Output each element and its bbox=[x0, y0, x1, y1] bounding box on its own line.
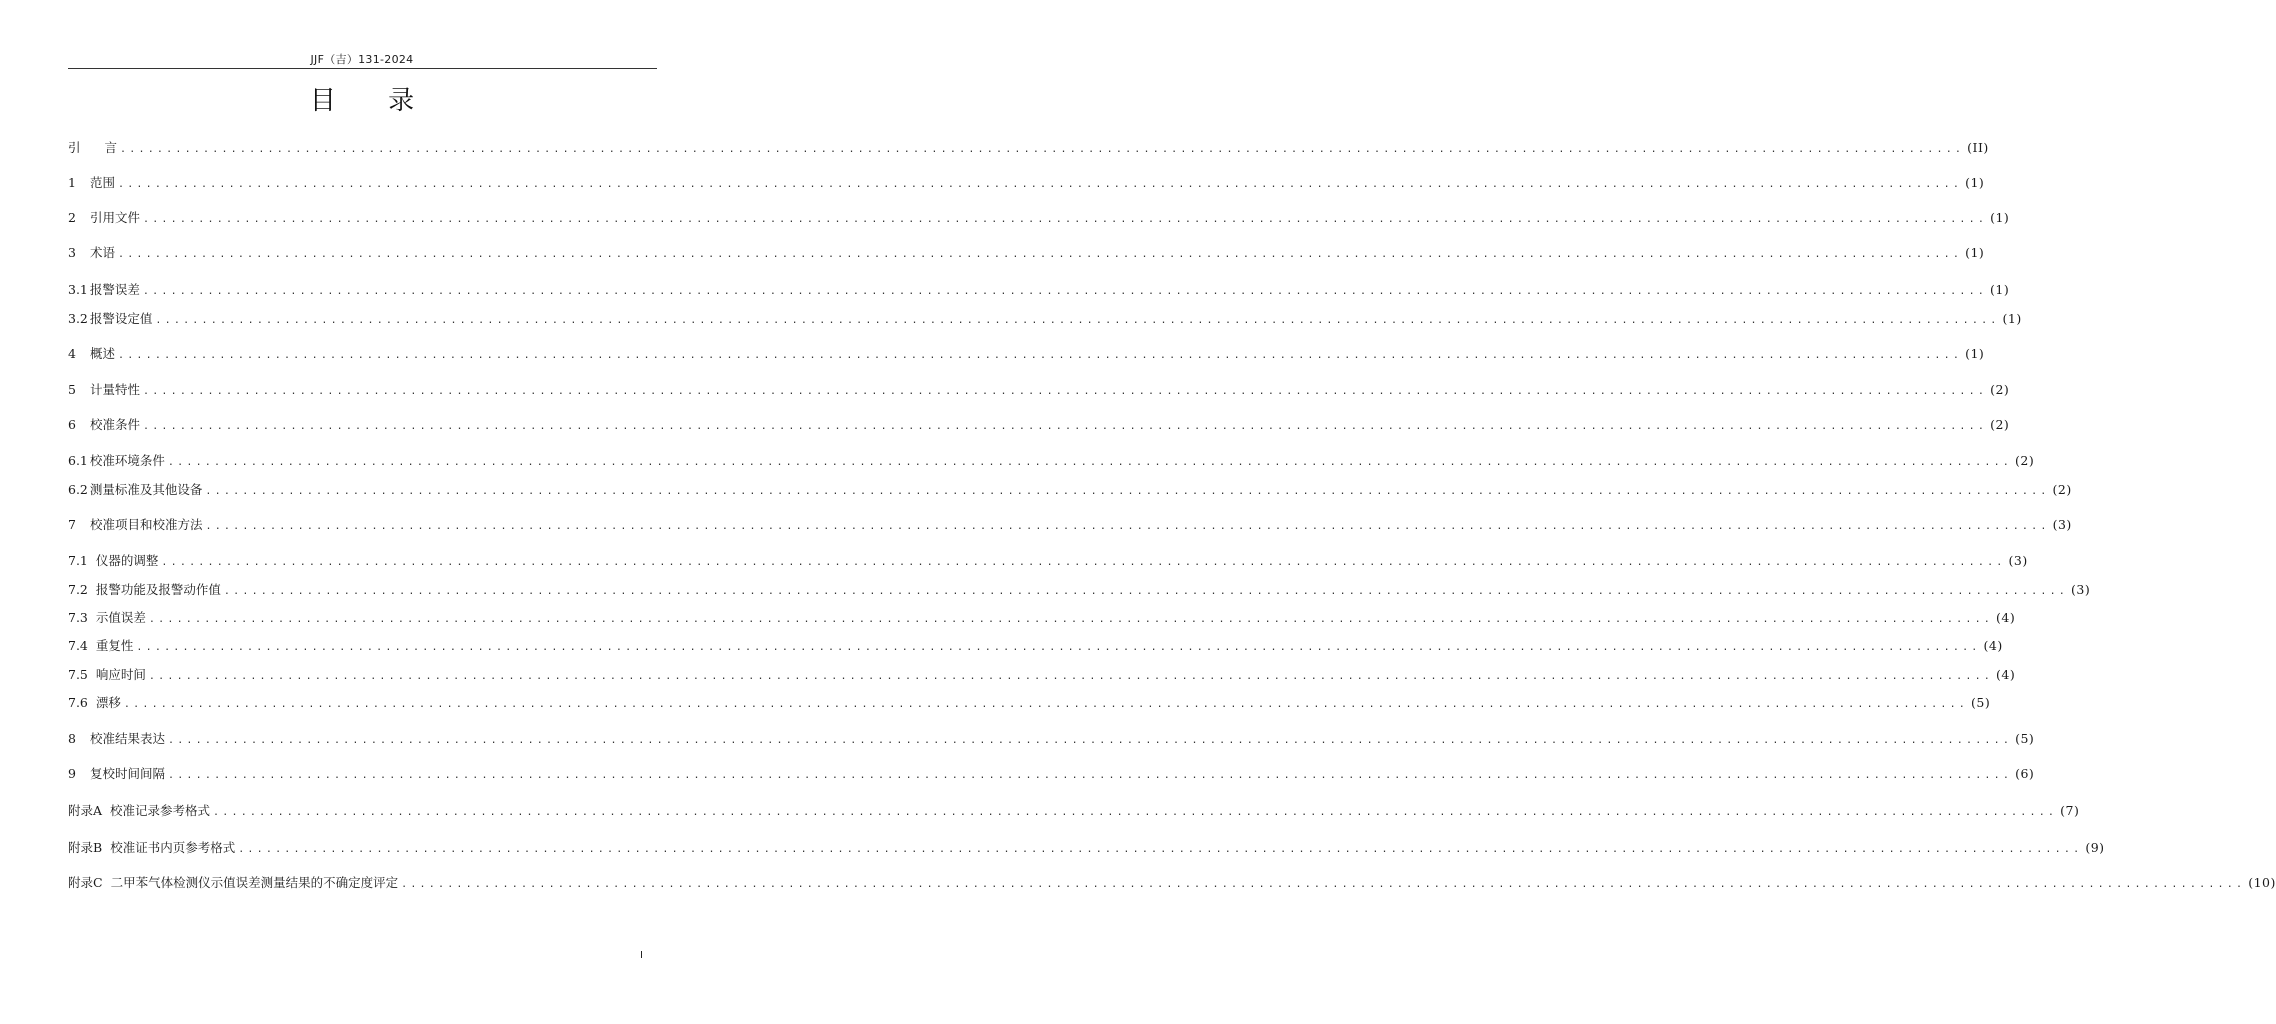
toc-leader-dots: ........................................................................................................................................................................................................ bbox=[401, 879, 2246, 890]
toc-entry-number: 4 bbox=[68, 346, 76, 361]
toc-entry[interactable] bbox=[68, 208, 2010, 228]
toc-entry-page: (1) bbox=[1965, 346, 1985, 361]
toc-leader-dots: ........................................................................................................................................................................................................ bbox=[213, 807, 2058, 818]
toc-entry-page: (5) bbox=[1971, 695, 1991, 710]
toc-entry[interactable] bbox=[68, 138, 1989, 158]
toc-entry-number: 附录B bbox=[68, 840, 103, 855]
toc-entry-page: (9) bbox=[2085, 840, 2105, 855]
toc-entry-page: (1) bbox=[1990, 282, 2010, 297]
toc-entry-number: 1 bbox=[68, 175, 76, 190]
toc-entry-number: 3.1 bbox=[68, 282, 88, 297]
toc-leader-dots: ........................................................................................................................................................................................................ bbox=[238, 844, 2083, 855]
toc-entry-page: (1) bbox=[1965, 245, 1985, 260]
toc-leader-dots: ........................................................................................................................................................................................................ bbox=[123, 699, 1969, 710]
toc-entry[interactable] bbox=[68, 729, 2035, 749]
toc-entry-number: 引 bbox=[68, 140, 81, 155]
toc-entry[interactable] bbox=[68, 551, 2028, 571]
toc-entry[interactable] bbox=[68, 309, 2022, 329]
toc-entry-label: 术语 bbox=[89, 245, 115, 260]
toc-entry[interactable] bbox=[68, 665, 2016, 685]
toc-entry[interactable] bbox=[68, 608, 2016, 628]
toc-entry[interactable] bbox=[68, 173, 1985, 193]
toc-entry-number: 7.2 bbox=[68, 582, 88, 597]
toc-leader-dots: ........................................................................................................................................................................................................ bbox=[142, 421, 1988, 432]
toc-entry-number: 7.1 bbox=[68, 553, 88, 568]
toc-leader-dots: ........................................................................................................................................................................................................ bbox=[167, 735, 2013, 746]
toc-entry-page: (3) bbox=[2052, 517, 2072, 532]
toc-entry-number: 9 bbox=[68, 766, 76, 781]
toc-entry[interactable] bbox=[68, 801, 2080, 821]
toc-leader-dots: ........................................................................................................................................................................................................ bbox=[117, 179, 1963, 190]
toc-entry-page: (6) bbox=[2015, 766, 2035, 781]
toc-entry-page: (2) bbox=[1990, 417, 2010, 432]
toc-entry-label: 报警误差 bbox=[89, 282, 140, 297]
toc-entry[interactable] bbox=[68, 838, 2105, 858]
toc-entry-label: 示值误差 bbox=[95, 610, 146, 625]
toc-entry[interactable] bbox=[68, 380, 2010, 400]
toc-leader-dots: ........................................................................................................................................................................................................ bbox=[205, 486, 2050, 497]
toc-leader-dots: ........................................................................................................................................................................................................ bbox=[148, 614, 1994, 625]
toc-entry[interactable] bbox=[68, 280, 2010, 300]
toc-entry-page: (4) bbox=[1983, 638, 2003, 653]
toc-entry-label: 范围 bbox=[89, 175, 115, 190]
toc-entry[interactable] bbox=[68, 873, 2276, 893]
toc-entry-number: 7.5 bbox=[68, 667, 88, 682]
toc-leader-dots: ........................................................................................................................................................................................................ bbox=[223, 586, 2069, 597]
toc-entry-label: 响应时间 bbox=[95, 667, 146, 682]
toc-entry-page: (II) bbox=[1967, 140, 1989, 155]
toc-leader-dots: ........................................................................................................................................................................................................ bbox=[117, 350, 1963, 361]
toc-entry[interactable] bbox=[68, 764, 2035, 784]
toc-leader-dots: ........................................................................................................................................................................................................ bbox=[167, 457, 2013, 468]
toc-entry-label: 报警设定值 bbox=[89, 311, 153, 326]
toc-entry-number: 2 bbox=[68, 210, 76, 225]
toc-entry-number: 7.4 bbox=[68, 638, 88, 653]
toc-entry-label: 复校时间间隔 bbox=[89, 766, 165, 781]
toc-entry-page: (1) bbox=[1965, 175, 1985, 190]
toc-leader-dots: ........................................................................................................................................................................................................ bbox=[148, 671, 1994, 682]
toc-entry-label: 报警功能及报警动作值 bbox=[95, 582, 221, 597]
toc-entry-label: 校准环境条件 bbox=[89, 453, 165, 468]
toc-entry-label: 概述 bbox=[89, 346, 115, 361]
toc-entry-label: 计量特性 bbox=[89, 382, 140, 397]
toc-entry[interactable] bbox=[68, 451, 2035, 471]
toc-entry-page: (3) bbox=[2008, 553, 2028, 568]
toc-entry[interactable] bbox=[68, 480, 2072, 500]
toc-entry-page: (2) bbox=[1990, 382, 2010, 397]
page-number: I bbox=[640, 950, 643, 961]
toc-entry-number: 6.2 bbox=[68, 482, 88, 497]
toc-entry-page: (7) bbox=[2060, 803, 2080, 818]
toc-leader-dots: ........................................................................................................................................................................................................ bbox=[117, 249, 1963, 260]
toc-entry-page: (2) bbox=[2015, 453, 2035, 468]
toc-leader-dots: ........................................................................................................................................................................................................ bbox=[205, 521, 2050, 532]
toc-entry[interactable] bbox=[68, 415, 2010, 435]
toc-entry-page: (1) bbox=[1990, 210, 2010, 225]
toc-leader-dots: ........................................................................................................................................................................................................ bbox=[142, 286, 1988, 297]
toc-entry-number: 6.1 bbox=[68, 453, 88, 468]
toc-entry-page: (4) bbox=[1996, 610, 2016, 625]
toc-entry-label: 漂移 bbox=[95, 695, 121, 710]
toc-entry-number: 5 bbox=[68, 382, 76, 397]
toc-entry-label: 测量标准及其他设备 bbox=[89, 482, 203, 497]
toc-entry-number: 附录C bbox=[68, 875, 103, 890]
toc-entry-page: (2) bbox=[2052, 482, 2072, 497]
toc-entry-label: 校准条件 bbox=[89, 417, 140, 432]
toc-entry-label: 言 bbox=[104, 140, 118, 155]
toc-leader-dots: ........................................................................................................................................................................................................ bbox=[142, 214, 1988, 225]
header-rule bbox=[68, 68, 657, 69]
toc-entry-number: 6 bbox=[68, 417, 76, 432]
toc-entry-label: 引用文件 bbox=[89, 210, 140, 225]
page-title: 目 录 bbox=[309, 86, 437, 116]
toc-entry-label: 二甲苯气体检测仪示值误差测量结果的不确定度评定 bbox=[110, 875, 399, 890]
toc-entry[interactable] bbox=[68, 515, 2072, 535]
toc-entry-label: 校准结果表达 bbox=[89, 731, 165, 746]
toc-entry-number: 7 bbox=[68, 517, 76, 532]
toc-entry-label: 重复性 bbox=[95, 638, 134, 653]
toc-entry-number: 7.6 bbox=[68, 695, 88, 710]
toc-entry[interactable] bbox=[68, 580, 2091, 600]
toc-leader-dots: ........................................................................................................................................................................................................ bbox=[167, 770, 2013, 781]
toc-entry-label: 仪器的调整 bbox=[95, 553, 159, 568]
toc-entry-page: (3) bbox=[2071, 582, 2091, 597]
document-code-header: JJF（吉）131-2024 bbox=[310, 53, 414, 66]
toc-entry-number: 附录A bbox=[68, 803, 103, 818]
toc-entry-page: (1) bbox=[2002, 311, 2022, 326]
toc-leader-dots: ........................................................................................................................................................................................................ bbox=[120, 144, 1965, 155]
toc-entry[interactable] bbox=[68, 243, 1985, 263]
toc-leader-dots: ........................................................................................................................................................................................................ bbox=[155, 315, 2000, 326]
toc-entry-number: 3 bbox=[68, 245, 76, 260]
toc-entry[interactable] bbox=[68, 636, 2003, 656]
toc-entry-label: 校准项目和校准方法 bbox=[89, 517, 203, 532]
toc-entry[interactable] bbox=[68, 344, 1985, 364]
toc-entry-label: 校准证书内页参考格式 bbox=[110, 840, 236, 855]
toc-entry-number: 7.3 bbox=[68, 610, 88, 625]
toc-leader-dots: ........................................................................................................................................................................................................ bbox=[136, 642, 1981, 653]
toc-entry-page: (4) bbox=[1996, 667, 2016, 682]
toc-entry-label: 校准记录参考格式 bbox=[110, 803, 211, 818]
toc-entry-page: (5) bbox=[2015, 731, 2035, 746]
toc-entry-page: (10) bbox=[2248, 875, 2276, 890]
toc-leader-dots: ........................................................................................................................................................................................................ bbox=[142, 386, 1988, 397]
toc-entry-number: 8 bbox=[68, 731, 76, 746]
toc-entry[interactable] bbox=[68, 693, 1991, 713]
toc-leader-dots: ........................................................................................................................................................................................................ bbox=[161, 557, 2006, 568]
toc-entry-number: 3.2 bbox=[68, 311, 88, 326]
